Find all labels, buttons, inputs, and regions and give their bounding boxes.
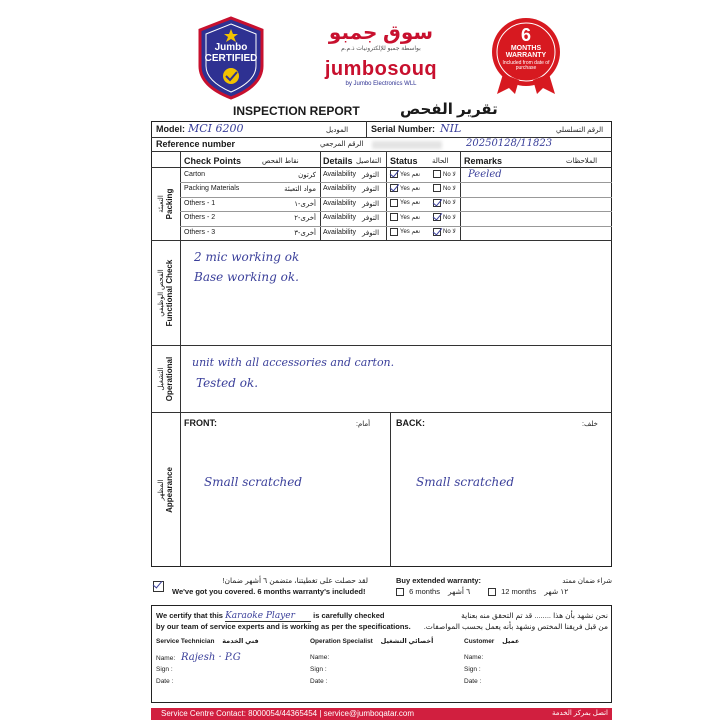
- report-title: INSPECTION REPORT: [233, 104, 360, 118]
- packing-status-no[interactable]: [433, 213, 456, 221]
- certify-arabic-2: من قبل فريقنا المختص ونشهد بأنه يعمل بحسب المواصفات.: [423, 622, 608, 631]
- front-condition: Small scratched: [204, 475, 303, 489]
- no-label: No لا: [443, 171, 456, 178]
- packing-section-label: التعبئة Packing: [157, 188, 174, 220]
- checkbox-12-months[interactable]: [488, 588, 496, 596]
- back-label: BACK:: [396, 418, 425, 428]
- checkbox-no[interactable]: [433, 199, 441, 207]
- packing-item-detail: Availability: [323, 228, 356, 236]
- no-label: No لا: [443, 214, 456, 221]
- packing-status-no[interactable]: [433, 170, 456, 178]
- extended-6-months-option[interactable]: 6 months ٦ أشهر: [396, 587, 470, 596]
- packing-status-no[interactable]: [433, 199, 456, 207]
- covered-text-arabic: لقد حصلت على تغطيتنا، متضمن ٦ أشهر ضمان!: [222, 576, 368, 585]
- serial-label: Serial Number:: [371, 124, 436, 134]
- brand-logo-english: jumbosouq by Jumbo Electronics WLL: [324, 58, 438, 87]
- model-label: Model:: [156, 124, 185, 134]
- packing-item-label-arabic: أخرى-١: [294, 200, 316, 208]
- model-label-arabic: الموديل: [326, 127, 349, 134]
- packing-item-remark: Peeled: [468, 169, 502, 180]
- yes-label: Yes نعم: [400, 171, 421, 178]
- col-status: Status: [390, 156, 418, 166]
- checkbox-no[interactable]: [433, 213, 441, 221]
- packing-item-detail: Availability: [323, 171, 356, 178]
- packing-item-label-arabic: أخرى-٣: [294, 229, 316, 237]
- packing-status-no[interactable]: [433, 228, 456, 236]
- packing-item-detail-arabic: التوفر: [362, 215, 380, 223]
- checkbox-yes[interactable]: [390, 228, 398, 236]
- packing-item-label: Others - 2: [184, 214, 216, 222]
- col-remarks: Remarks: [464, 156, 503, 166]
- functional-note-2: Base working ok.: [194, 270, 299, 284]
- certify-line-2: by our team of service experts and is working as per the specifications.: [156, 622, 411, 631]
- packing-item-detail: Availability: [323, 185, 356, 193]
- badge-jumbo-text: Jumbo: [214, 42, 248, 53]
- packing-status-yes[interactable]: [390, 213, 420, 221]
- checkbox-yes[interactable]: [390, 170, 398, 178]
- front-label: FRONT:: [184, 418, 217, 428]
- packing-item-detail-arabic: التوفر: [362, 229, 380, 237]
- reference-value: 20250128/11823: [466, 138, 553, 149]
- report-title-arabic: تقرير الفحص: [400, 101, 498, 118]
- checkbox-yes[interactable]: [390, 199, 398, 207]
- reference-redacted: [372, 141, 442, 149]
- jumbo-certified-badge: [196, 16, 266, 100]
- warranty-check-icon: [153, 578, 164, 596]
- certify-line-1: We certify that this Karaoke Player is carefully checked: [156, 611, 385, 621]
- certify-arabic-1: نحن نشهد بأن هذا ........ قد تم التحقق منه بعناية: [461, 611, 608, 620]
- serial-value: NIL: [440, 122, 462, 135]
- packing-item-label: Packing Materials: [184, 185, 240, 193]
- certified-item: Karaoke Player: [225, 611, 311, 622]
- operational-section-label: التشغيل Operational: [157, 356, 174, 402]
- brand-logo-arabic: سوق جمبو بواسطة جمبو للإلكترونيات ذ.م.م: [328, 22, 434, 52]
- extended-warranty-label: Buy extended warranty:: [396, 576, 482, 585]
- warranty-six: 6: [520, 25, 531, 45]
- covered-text: We've got you covered. 6 months warranty's included!: [172, 587, 366, 596]
- functional-note-1: 2 mic working ok: [194, 250, 300, 264]
- signature-col-customer: Customer عميل Name: Sign : Date :: [464, 638, 520, 685]
- operational-note-1: unit with all accessories and carton.: [192, 356, 395, 369]
- yes-label: Yes نعم: [400, 185, 421, 192]
- model-value: MCI 6200: [188, 122, 244, 135]
- no-label: No لا: [443, 200, 456, 207]
- badge-certified-text: CERTIFIED: [204, 52, 258, 64]
- packing-status-yes[interactable]: [390, 199, 420, 207]
- no-label: No لا: [443, 185, 456, 192]
- operational-note-2: Tested ok.: [196, 376, 259, 390]
- packing-item-label-arabic: كرتون: [298, 172, 316, 179]
- footer-bar: [151, 708, 612, 720]
- packing-item-detail-arabic: التوفر: [362, 186, 380, 194]
- checkbox-no[interactable]: [433, 184, 441, 192]
- serial-label-arabic: الرقم التسلسلي: [556, 127, 604, 134]
- packing-status-yes[interactable]: [390, 184, 420, 192]
- technician-name: Rajesh · P.G: [180, 652, 241, 663]
- yes-label: Yes نعم: [400, 229, 421, 236]
- warranty-badge: 6 MONTHS WARRANTY Included from date of purchase: [487, 16, 565, 96]
- checkbox-yes[interactable]: [390, 184, 398, 192]
- packing-status-yes[interactable]: [390, 228, 420, 236]
- appearance-section-label: المظهر Appearance: [157, 467, 174, 513]
- packing-item-detail-arabic: التوفر: [362, 200, 380, 208]
- no-label: No لا: [443, 229, 456, 236]
- footer-contact: Service Centre Contact: 8000054/44365454 | service@jumboqatar.com: [161, 709, 415, 718]
- col-check-points: Check Points: [184, 156, 242, 166]
- packing-status-no[interactable]: [433, 184, 456, 192]
- back-condition: Small scratched: [416, 475, 515, 489]
- checkbox-6-months[interactable]: [396, 588, 404, 596]
- packing-item-detail-arabic: التوفر: [362, 172, 380, 179]
- footer-contact-arabic: اتصل بمركز الخدمة: [552, 710, 608, 717]
- checkbox-no[interactable]: [433, 228, 441, 236]
- packing-item-detail: Availability: [323, 199, 356, 207]
- yes-label: Yes نعم: [400, 214, 421, 221]
- packing-item-detail: Availability: [323, 214, 356, 222]
- checkbox-no[interactable]: [433, 170, 441, 178]
- reference-label: Reference number: [156, 139, 236, 149]
- signature-col-technician: Service Technician فني الخدمة Name: Rajesh · P.G Sign : Date :: [156, 638, 259, 685]
- checkbox-yes[interactable]: [390, 213, 398, 221]
- packing-item-label-arabic: مواد التعبئة: [284, 186, 316, 194]
- extended-12-months-option[interactable]: 12 months ١٢ شهر: [488, 587, 568, 596]
- packing-item-label-arabic: أخرى-٢: [294, 215, 316, 223]
- yes-label: Yes نعم: [400, 200, 421, 207]
- packing-item-label: Carton: [184, 171, 206, 178]
- signature-col-operation: Operation Specialist أخصائي التشغيل Name: Sign : Date :: [310, 638, 434, 685]
- packing-item-label: Others - 1: [184, 199, 216, 207]
- packing-item-label: Others - 3: [184, 228, 216, 236]
- col-details: Details: [323, 156, 353, 166]
- reference-label-arabic: الرقم المرجعي: [320, 141, 364, 148]
- packing-status-yes[interactable]: [390, 170, 420, 178]
- functional-section-label: الفحص الوظيفي Functional Check: [157, 259, 174, 327]
